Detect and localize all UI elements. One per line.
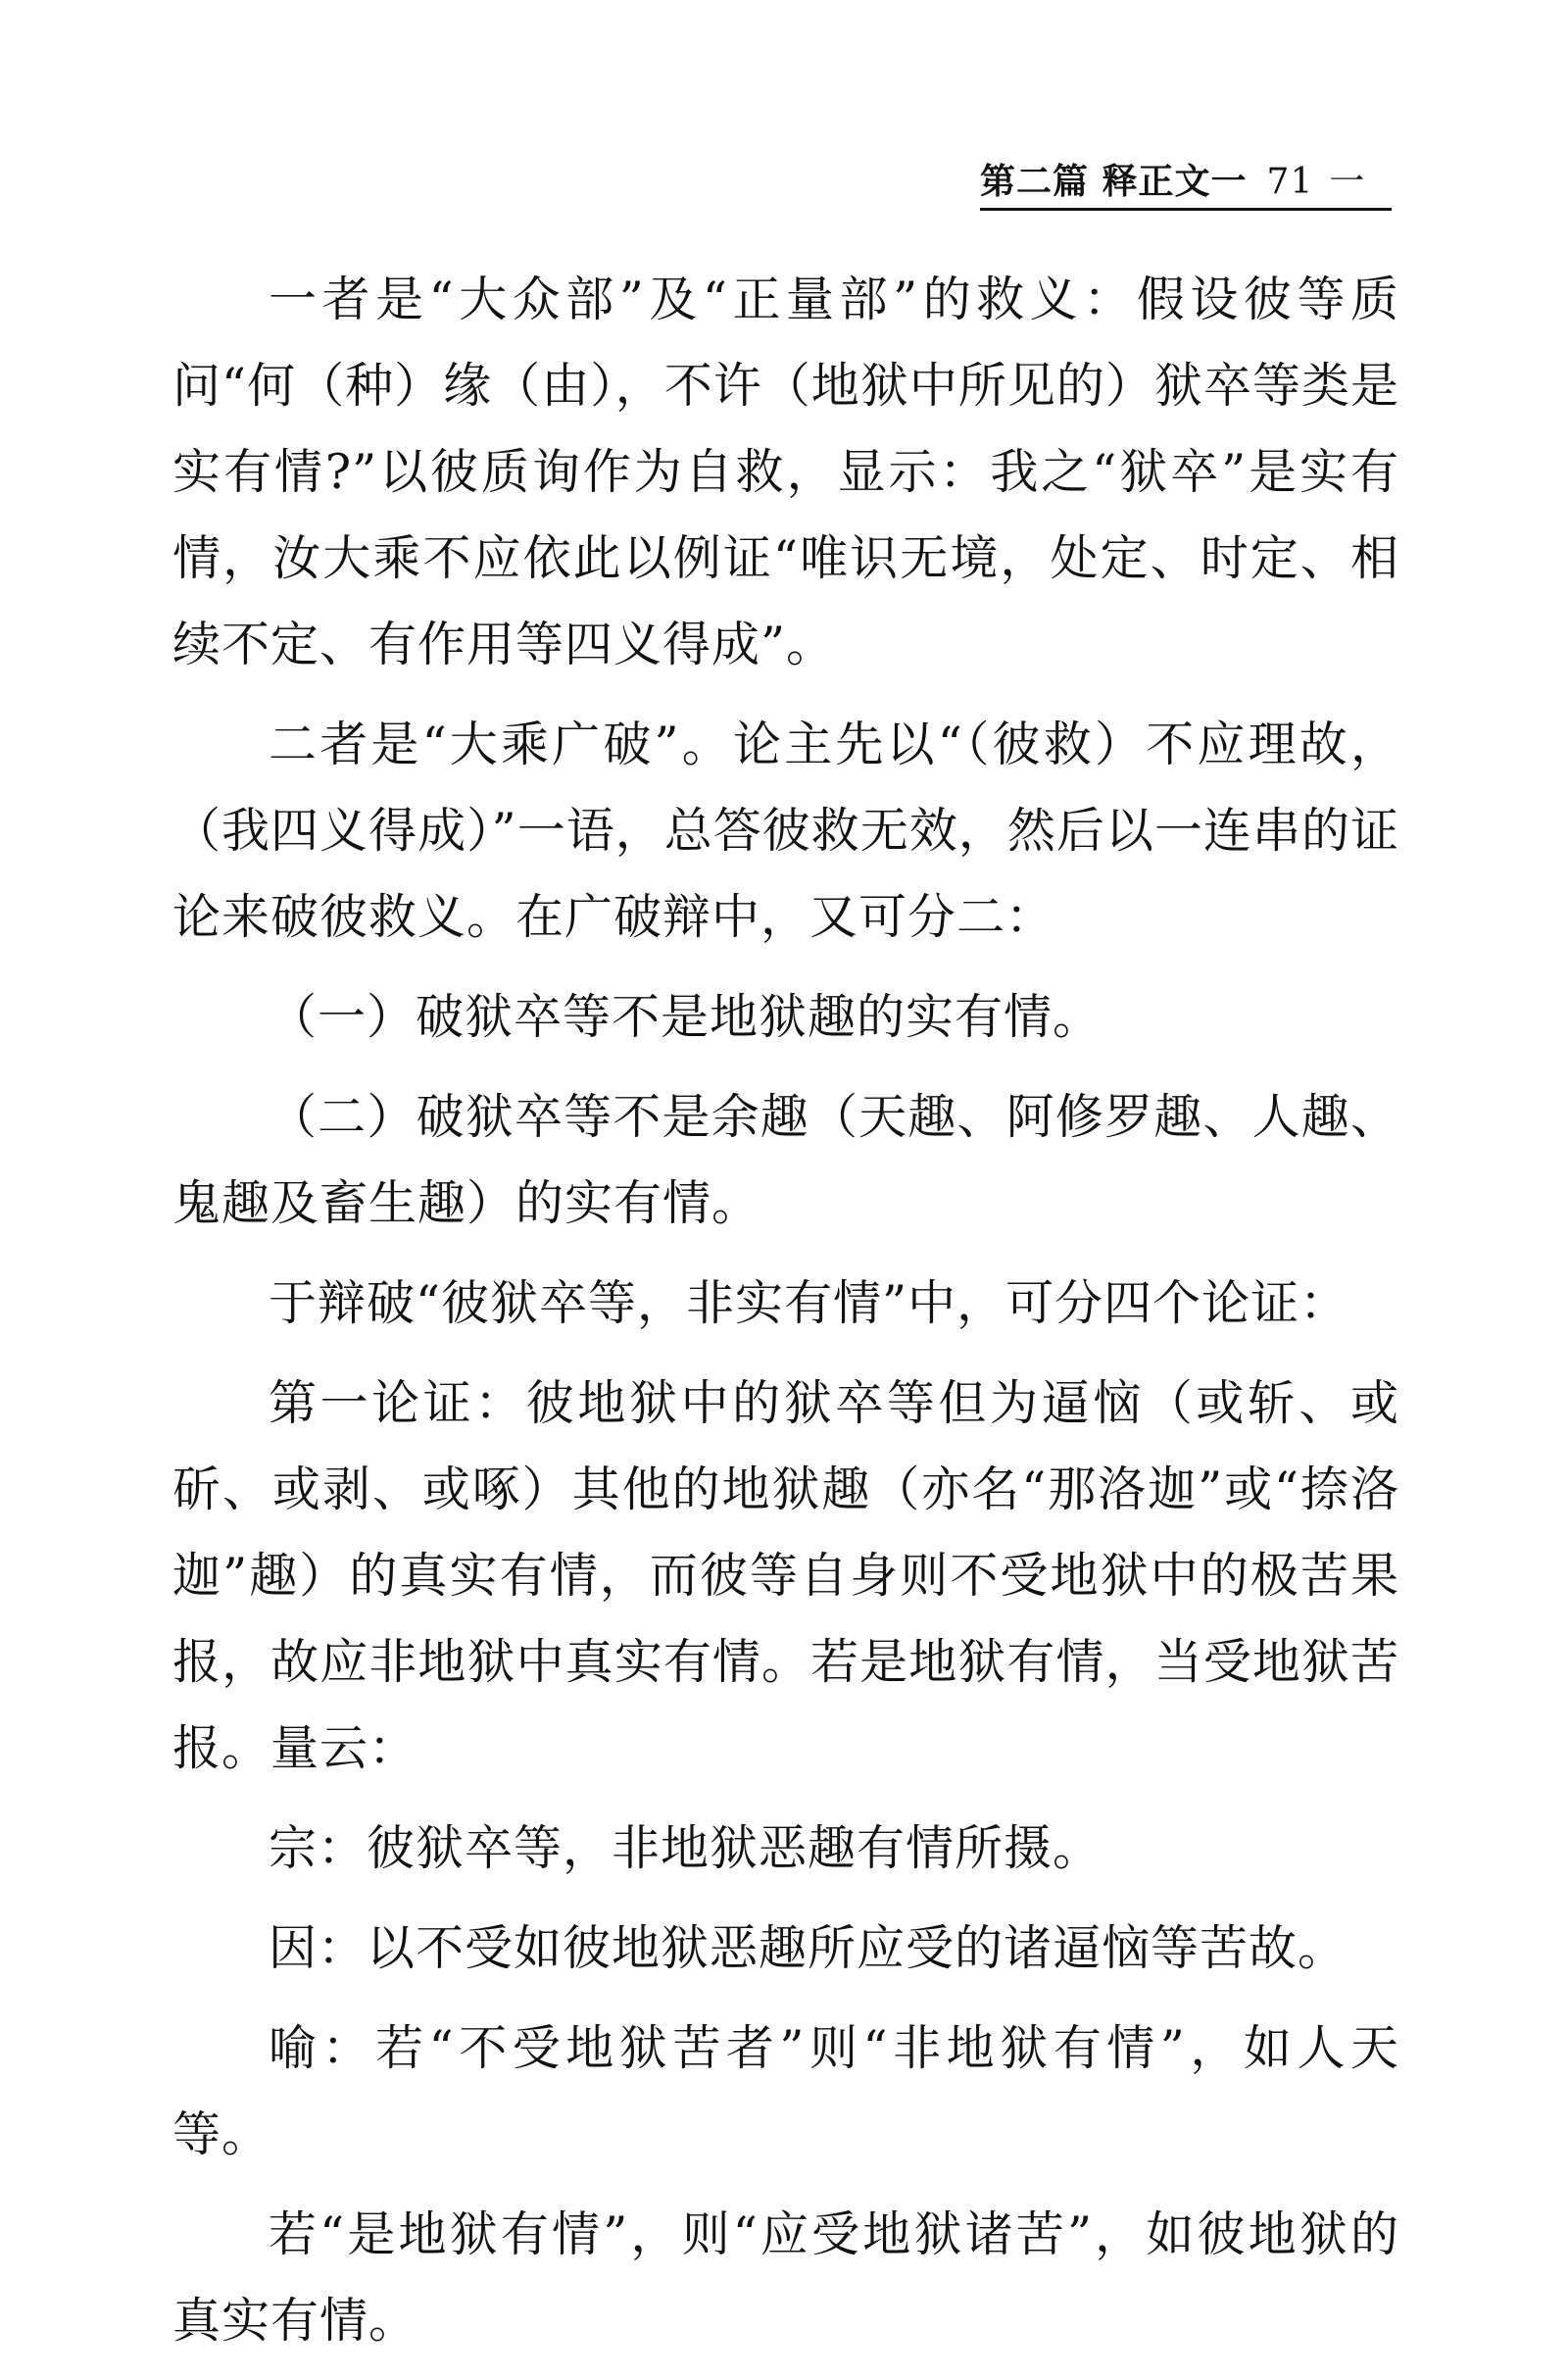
paragraph-4: 第一论证：彼地狱中的狱卒等但为逼恼（或斩、或斫、或剥、或啄）其他的地狱趣（亦名“那洛迦”或“捺洛迦”趣）的真实有情，而彼等自身则不受地狱中的极苦果报，故应非地狱中真实有情。若是地狱有情，当受地狱苦报。量云： (172, 1375, 1399, 1776)
header-title: 第二篇 释正文一 (980, 161, 1248, 202)
list-item-2: （二）破狱卒等不是余趣（天趣、阿修罗趣、人趣、鬼趣及畜生趣）的实有情。 (172, 1089, 1399, 1231)
paragraph-5: 若“是地狱有情”，则“应受地狱诸苦”，如彼地狱的真实有情。 (172, 2206, 1399, 2349)
syllogism-example: 喻：若“不受地狱苦者”则“非地狱有情”，如人天等。 (172, 2020, 1399, 2162)
paragraph-3: 于辩破“彼狱卒等，非实有情”中，可分四个论证： (269, 1275, 1349, 1331)
syllogism-thesis: 宗：彼狱卒等，非地狱恶趣有情所摄。 (269, 1820, 1102, 1876)
page-number: 71 (1266, 162, 1314, 202)
paragraph-2: 二者是“大乘广破”。论主先以“（彼救）不应理故，（我四义得成）”一语，总答彼救无效，然后以一连串的证论来破彼救义。在广破辩中，又可分二： (172, 717, 1399, 945)
paragraph-1: 一者是“大众部”及“正量部”的救义：假设彼等质问“何（种）缘（由），不许（地狱中所见的）狱卒等类是实有情?”以彼质询作为自救，显示：我之“狱卒”是实有情，汝大乘不应依此以例证“唯识无境，处定、时定、相续不定、有作用等四义得成”。 (172, 272, 1399, 672)
header-dash: 一 (1329, 162, 1366, 202)
body-text (172, 257, 1399, 2378)
running-header (980, 155, 1392, 211)
syllogism-reason: 因：以不受如彼地狱恶趣所应受的诸逼恼等苦故。 (269, 1920, 1348, 1976)
list-item-1: （一）破狱卒等不是地狱趣的实有情。 (269, 989, 1102, 1045)
